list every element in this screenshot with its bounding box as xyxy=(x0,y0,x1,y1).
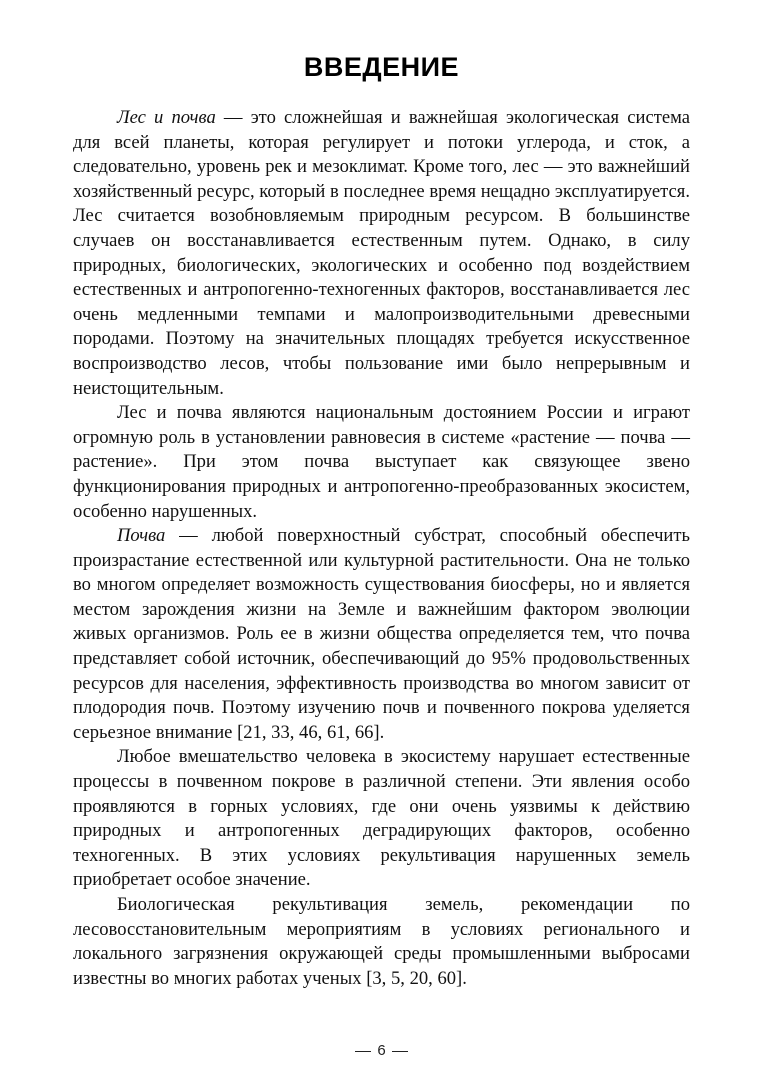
paragraph-3-term: Почва xyxy=(117,525,166,547)
paragraph-5 xyxy=(73,893,690,991)
paragraph-3 xyxy=(73,524,690,745)
body-text xyxy=(73,106,690,991)
chapter-title: ВВЕДЕНИЕ xyxy=(303,52,460,82)
paragraph-2 xyxy=(73,401,690,524)
page-footer xyxy=(0,1042,763,1059)
paragraph-5-text: Биологическая рекультивация земель, рекомендации по лесовосстановительным мероприятиям в условиях регионального и локального загрязнения окружающей среды промышленными выбросами известны во многих работах ученых [3, 5, 20, 60]. xyxy=(73,894,690,989)
paragraph-2-text: Лес и почва являются национальным достоянием России и играют огромную роль в установлении равновесия в системе «растение — почва — растение». При этом почва выступает как связующее звено функционирования природных и антропогенно-преобразованных экосистем, особенно нарушенных. xyxy=(73,402,690,522)
page-number: 6 xyxy=(377,1042,386,1059)
paragraph-1-text: — это сложнейшая и важнейшая экологическая система для всей планеты, которая регулирует и потоки углерода, и сток, а следовательно, уровень рек и мезоклимат. Кроме того, лес — это важнейший хозяйственный ресурс, который в последнее время нещадно эксплуатируется. Лес считается возобновляемым природным ресурсом. В большинстве случаев он восстанавливается естественным путем. Однако, в силу природных, биологических, экологических и особенно под воздействием естественных и антропогенно-техногенных факторов, восстанавливается лес очень медленными темпами и малопроизводительными древесными породами. Поэтому на значительных площадях требуется искусственное воспроизводство лесов, чтобы пользование ими было непрерывным и неистощительным. xyxy=(73,107,690,399)
footer-dash-right xyxy=(392,1051,408,1052)
paragraph-1 xyxy=(73,106,690,401)
paragraph-1-term: Лес и почва xyxy=(117,107,216,128)
paragraph-4-text: Любое вмешательство человека в экосистему нарушает естественные процессы в почвенном покрове в различной степени. Эти явления особо проявляются в горных условиях, где они очень уязвимы к действию природных и антропогенных деградирующих факторов, особенно техногенных. В этих условиях рекультивация нарушенных земель приобретает особое значение. xyxy=(73,746,690,891)
footer-dash-left xyxy=(355,1051,371,1052)
paragraph-4 xyxy=(73,745,690,893)
paragraph-3-text: — любой поверхностный субстрат, способный обеспечить произрастание естественной или культурной растительности. Она не только во многом определяет возможность существования биосферы, но и является местом зарождения жизни на Земле и важнейшим фактором эволюции живых организмов. Роль ее в жизни общества определяется тем, что почва представляет собой источник, обеспечивающий до 95% продовольственных ресурсов для населения, эффективность производства во многом зависит от плодородия почв. Поэтому изучению почв и почвенного покрова уделяется серьезное внимание [21, 33, 46, 61, 66]. xyxy=(73,525,690,743)
